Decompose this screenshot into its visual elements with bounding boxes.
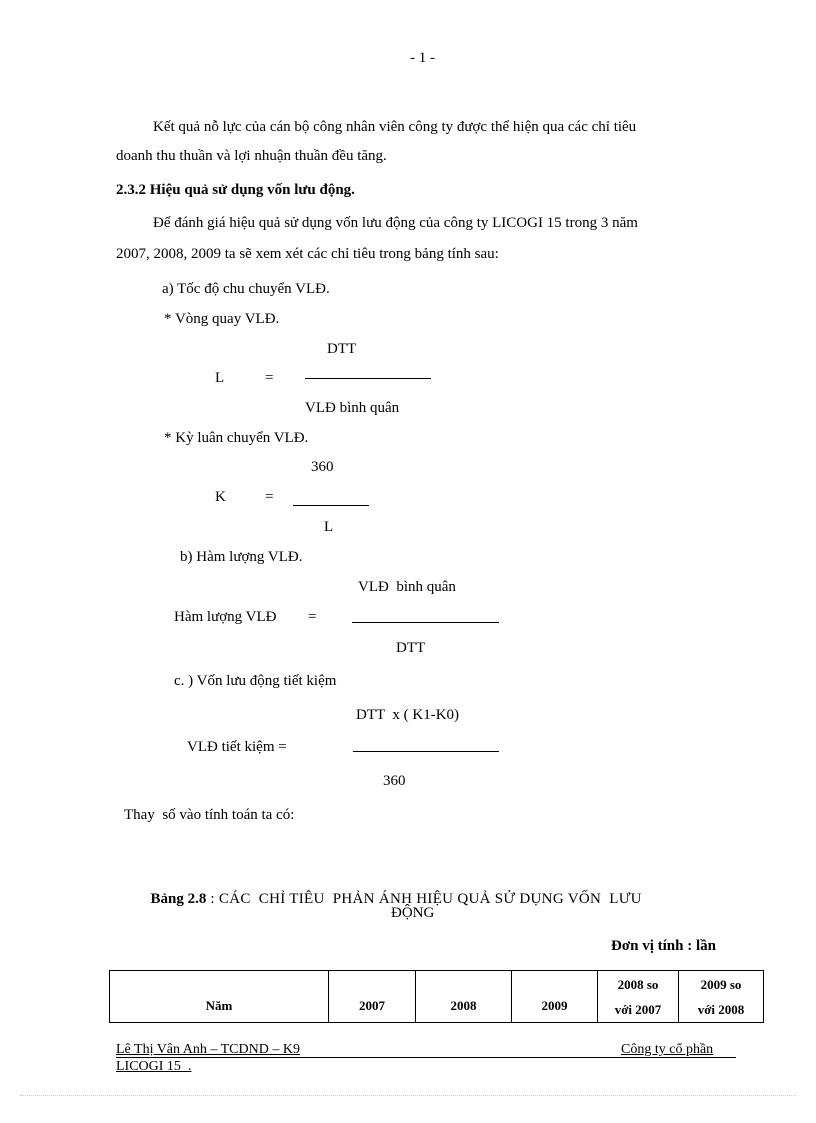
item-a-heading: a) Tốc độ chu chuyển VLĐ. [162,281,330,297]
item-c-heading: c. ) Vốn lưu động tiết kiệm [174,673,337,689]
table-title [143,874,642,908]
formula-h-denominator: DTT [396,640,426,656]
formula-k-numerator: 360 [311,459,334,475]
header-year-label: Năm [205,998,233,1013]
formula-l-numerator: DTT [327,341,357,357]
formula-s-fraction-bar [353,751,499,752]
footer-company-name: LICOGI 15 . [116,1059,192,1074]
page-number: - 1 - [410,50,435,66]
unit-note: Đơn vị tính : lần [611,938,716,954]
formula-k-fraction-bar [293,505,369,506]
table-header-row [110,971,764,1023]
footer-underline [116,1057,736,1058]
paragraph-line: doanh thu thuần và lợi nhuận thuần đều tăng. [116,148,387,164]
formula-h-numerator: VLĐ bình quân [358,579,456,595]
header-2008-label: 2008 [450,998,477,1013]
formula-l-fraction-bar [305,378,431,379]
efficiency-table [109,970,764,1023]
footer-author: Lê Thị Vân Anh – TCDND – K9 [116,1042,300,1057]
turnover-label: * Vòng quay VLĐ. [164,311,280,327]
formula-h-lhs: Hàm lượng VLĐ [174,609,277,625]
formula-s-numerator: DTT x ( K1-K0) [356,707,460,723]
header-2009 [512,971,598,1023]
section-heading: 2.3.2 Hiệu quả sử dụng vốn lưu động. [116,182,355,198]
header-cmp2-top: 2009 so [700,976,742,992]
header-2007-label: 2007 [359,998,385,1013]
header-cmp-2008-2007 [598,971,679,1023]
header-2009-label: 2009 [541,998,568,1013]
header-year [110,971,329,1023]
formula-l-lhs: L [215,370,225,386]
table-title-line2: ĐỘNG [391,905,435,921]
substitute-text: Thay số vào tính toán ta có: [124,807,295,823]
table-title-number: Bảng 2.8 [150,891,207,907]
formula-l-equals: = [265,370,274,386]
header-cmp-2009-2008 [679,971,764,1023]
header-cmp2-bottom: với 2008 [697,1001,745,1017]
formula-k-lhs: K [215,489,226,505]
paragraph-line: Kết quả nỗ lực của cán bộ công nhân viên công ty được thể hiện qua các chỉ tiêu [153,119,637,135]
header-cmp1-bottom: với 2007 [614,1001,662,1017]
header-2007 [329,971,416,1023]
formula-s-lhs: VLĐ tiết kiệm = [187,739,287,755]
cycle-label: * Kỳ luân chuyển VLĐ. [164,430,309,446]
formula-k-equals: = [265,489,274,505]
formula-s-denominator: 360 [383,773,406,789]
footer-company: Công ty cổ phần [621,1042,714,1057]
formula-k-denominator: L [324,519,334,535]
formula-l-denominator: VLĐ bình quân [305,400,400,416]
header-cmp1-top: 2008 so [617,976,659,992]
header-2008 [416,971,512,1023]
paragraph-line: Để đánh giá hiệu quả sử dụng vốn lưu động của công ty LICOGI 15 trong 3 năm [153,215,638,231]
paragraph-line: 2007, 2008, 2009 ta sẽ xem xét các chỉ tiêu trong bảng tính sau: [116,246,499,262]
item-b-heading: b) Hàm lượng VLĐ. [180,549,303,565]
page-bottom-border [20,1095,796,1096]
formula-h-equals: = [308,609,317,625]
table-title-text: : CÁC CHỈ TIÊU PHẢN ÁNH HIỆU QUẢ SỬ DỤNG VỐN LƯU [206,891,642,907]
formula-h-fraction-bar [352,622,499,623]
